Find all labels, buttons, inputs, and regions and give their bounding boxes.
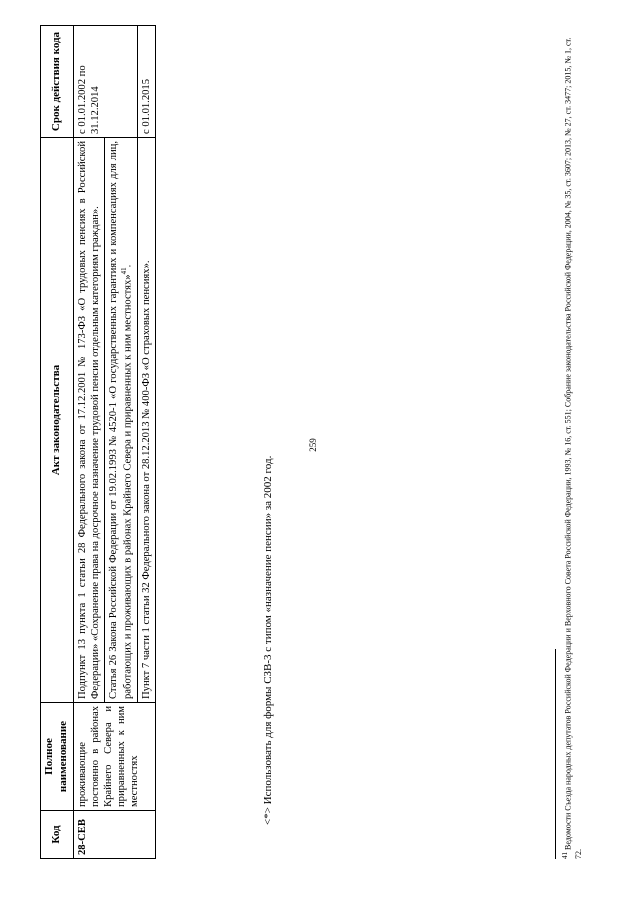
term-cell-1: с 01.01.2002 по 31.12.2014 bbox=[73, 26, 137, 138]
act-text-2: Статья 26 Закона Российской Федерации от 19.02.1993 № 4520-1 «О государственных гарантиях и компенсациях для лиц, работающих и проживающих в районах Крайнего Севера и приравненных к ним местностях» bbox=[107, 141, 134, 699]
header-term: Срок действия кода bbox=[41, 26, 74, 138]
header-name: Полное наименование bbox=[41, 703, 74, 811]
act-cell-1: Подпункт 13 пункта 1 статьи 28 Федерального закона от 17.12.2001 № 173-ФЗ «О трудовых пенсиях в Российской Федерации» «Сохранение права на досрочное назначение трудовой пенсии отдельным категориям граждан». bbox=[73, 138, 104, 703]
footnote-number: 41 bbox=[561, 852, 569, 859]
header-code: Код bbox=[41, 811, 74, 859]
footnote-ref: 41 bbox=[120, 267, 129, 275]
act-end-2: . bbox=[122, 264, 134, 268]
code-cell: 28-СЕВ bbox=[73, 811, 156, 859]
page-number: 259 bbox=[308, 438, 318, 452]
codes-table bbox=[40, 25, 156, 859]
footnote-divider bbox=[555, 649, 556, 859]
table-header-row bbox=[41, 26, 74, 859]
act-cell-3: Пункт 7 части 1 статьи 32 Федерального закона от 28.12.2013 № 400-ФЗ «О страховых пенсиях». bbox=[137, 138, 155, 703]
footnote-text: Ведомости Съезда народных депутатов Российской Федерации и Верховного Совета Российской Федерации, 1993, № 16, ст. 551; Собрание законодательства Российской Федерации, 2004, № 35, ст. 3607; 2013, № 27, ст. 3477; 2015, № 1, ст. 72. bbox=[563, 37, 584, 859]
act-cell-2 bbox=[104, 138, 137, 703]
usage-note: <*> Использовать для формы СЗВ-3 с типом «назначение пенсии» за 2002 год. bbox=[262, 455, 274, 825]
footnote bbox=[561, 26, 584, 859]
full-name-cell: проживающие постоянно в районах Крайнего Севера и приравненных к ним местностях bbox=[73, 703, 156, 811]
table-row bbox=[73, 26, 104, 859]
term-cell-2: с 01.01.2015 bbox=[137, 26, 155, 138]
header-act: Акт законодательства bbox=[41, 138, 74, 703]
